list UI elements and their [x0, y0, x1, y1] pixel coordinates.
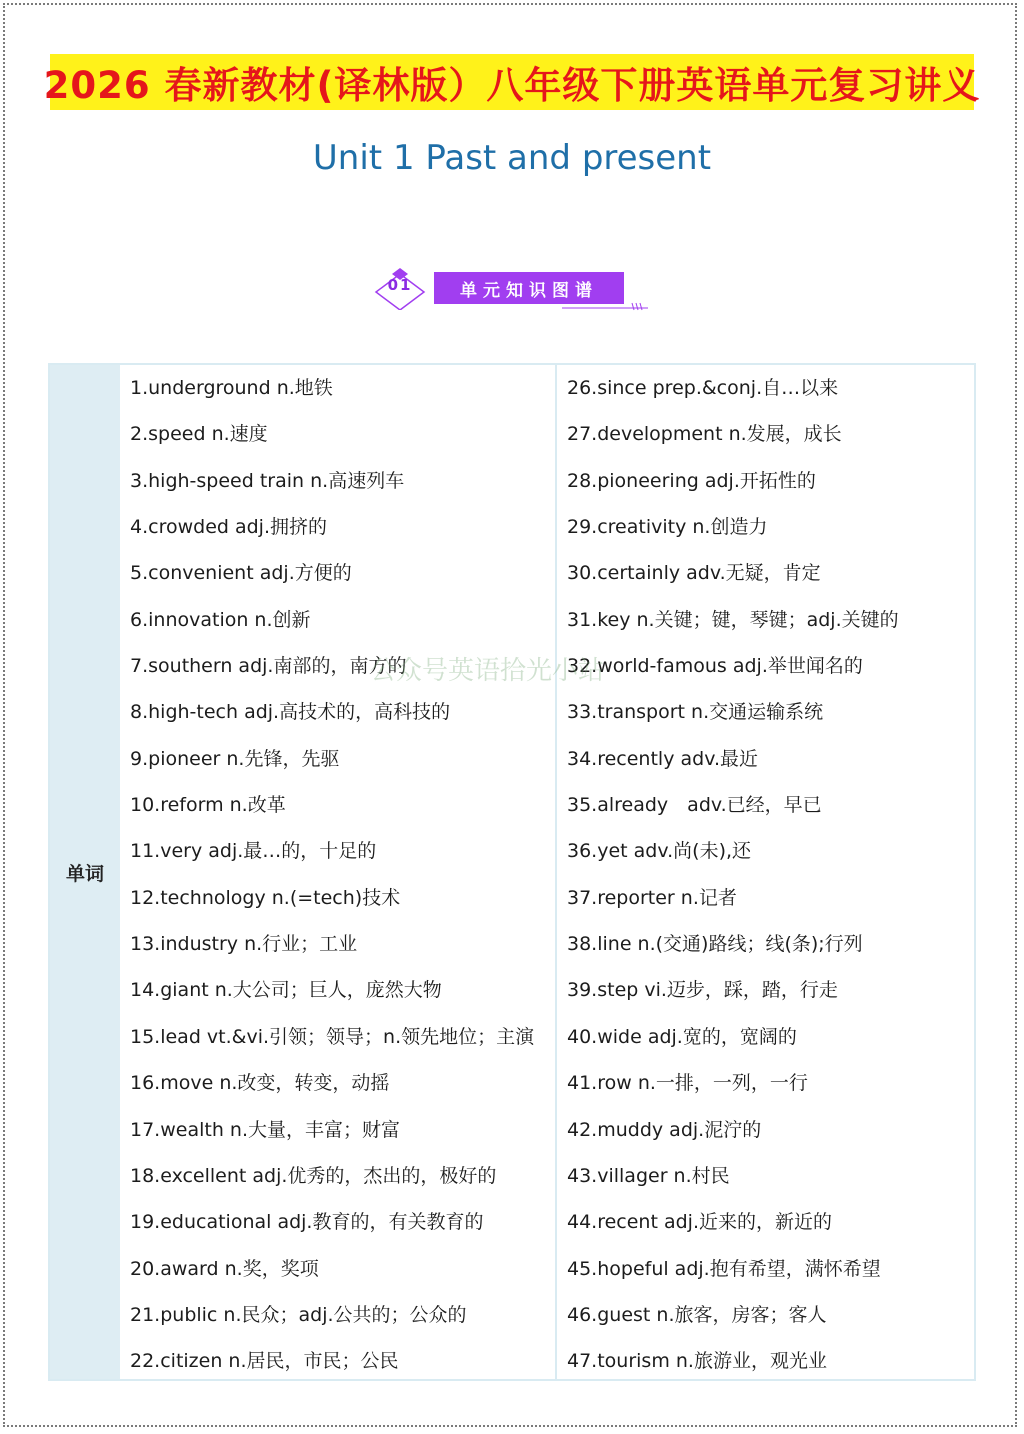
vocab-item: 14.giant n.大公司；巨人，庞然大物 [130, 979, 442, 1002]
vocab-item: 44.recent adj.近来的，新近的 [567, 1211, 832, 1234]
column-divider [555, 365, 557, 1379]
section-number: 01 [387, 276, 413, 294]
vocab-item: 19.educational adj.教育的，有关教育的 [130, 1211, 484, 1234]
vocab-column-left [130, 370, 550, 1390]
vocab-item: 36.yet adv.尚(未),还 [567, 840, 752, 863]
vocab-item: 43.villager n.村民 [567, 1164, 730, 1187]
vocab-item: 3.high-speed train n.高速列车 [130, 469, 405, 492]
vocab-item: 30.certainly adv.无疑，肯定 [567, 562, 821, 585]
section-badge [372, 258, 662, 318]
vocab-item: 13.industry n.行业；工业 [130, 933, 358, 956]
vocab-item: 15.lead vt.&vi.引领；领导；n.领先地位；主演 [130, 1025, 535, 1048]
vocab-item: 29.creativity n.创造力 [567, 516, 768, 539]
vocab-column-right [567, 370, 967, 1390]
vocab-item: 9.pioneer n.先锋，先驱 [130, 747, 340, 770]
vocab-item: 31.key n.关键；键，琴键；adj.关键的 [567, 608, 899, 631]
vocab-item: 18.excellent adj.优秀的，杰出的，极好的 [130, 1164, 497, 1187]
vocab-item: 34.recently adv.最近 [567, 747, 759, 770]
vocab-item: 17.wealth n.大量，丰富；财富 [130, 1118, 400, 1141]
vocab-item: 47.tourism n.旅游业，观光业 [567, 1350, 827, 1373]
vocab-item: 7.southern adj.南部的，南方的 [130, 655, 407, 678]
vocab-item: 4.crowded adj.拥挤的 [130, 516, 328, 539]
title-banner [43, 54, 981, 110]
underline-decoration-icon [562, 302, 652, 312]
vocab-item: 41.row n.一排，一列，一行 [567, 1072, 808, 1095]
vocab-item: 8.high-tech adj.高技术的，高科技的 [130, 701, 451, 724]
vocab-item: 16.move n.改变，转变，动摇 [130, 1072, 390, 1095]
vocab-item: 32.world-famous adj.举世闻名的 [567, 655, 863, 678]
unit-subtitle: Unit 1 Past and present [312, 138, 712, 178]
vocab-item: 12.technology n.(=tech)技术 [130, 886, 401, 909]
vocab-item: 38.line n.(交通)路线；线(条);行列 [567, 933, 863, 956]
vocab-item: 22.citizen n.居民，市民；公民 [130, 1350, 399, 1373]
vocab-item: 6.innovation n.创新 [130, 608, 311, 631]
vocab-item: 27.development n.发展，成长 [567, 423, 842, 446]
category-label: 单词 [65, 862, 104, 885]
vocab-item: 46.guest n.旅客，房客；客人 [567, 1303, 827, 1326]
page-title: 2026 春新教材(译林版）八年级下册英语单元复习讲义 [43, 64, 981, 107]
vocab-item: 11.very adj.最…的，十足的 [130, 840, 377, 863]
vocab-item: 2.speed n.速度 [130, 423, 268, 446]
vocab-item: 10.reform n.改革 [130, 794, 286, 817]
vocab-item: 39.step vi.迈步，踩，踏，行走 [567, 979, 838, 1002]
vocab-item: 5.convenient adj.方便的 [130, 562, 352, 585]
vocab-item: 21.public n.民众；adj.公共的；公众的 [130, 1303, 467, 1326]
vocab-table [48, 363, 976, 1381]
vocab-item: 35.already adv.已经，早已 [567, 794, 822, 817]
vocab-item: 28.pioneering adj.开拓性的 [567, 469, 816, 492]
vocab-item: 33.transport n.交通运输系统 [567, 701, 824, 724]
category-cell [50, 365, 120, 1379]
vocab-item: 26.since prep.&conj.自…以来 [567, 377, 839, 399]
vocab-item: 37.reporter n.记者 [567, 886, 737, 909]
vocab-item: 20.award n.奖，奖项 [130, 1257, 319, 1280]
section-label: 单元知识图谱 [434, 272, 624, 304]
vocab-item: 45.hopeful adj.抱有希望，满怀希望 [567, 1257, 881, 1280]
vocab-item: 40.wide adj.宽的，宽阔的 [567, 1025, 797, 1048]
watermark-text: 公众号英语拾光小站 [370, 656, 605, 686]
vocab-item: 1.underground n.地铁 [130, 377, 333, 399]
vocab-item: 42.muddy adj.泥泞的 [567, 1118, 762, 1141]
